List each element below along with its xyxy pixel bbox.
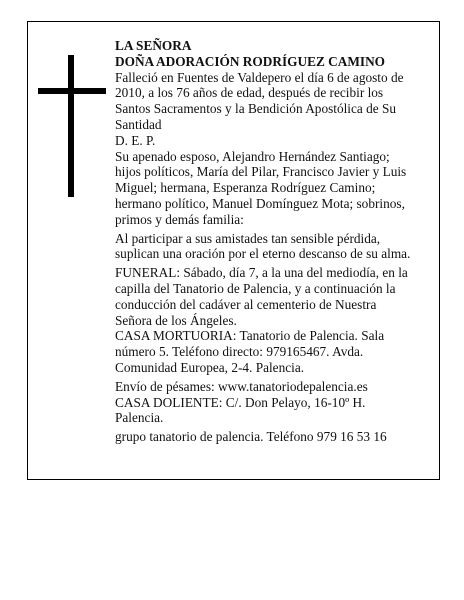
funeral-line: Señora de los Ángeles. (115, 312, 237, 328)
footer-line: grupo tanatorio de palencia. Teléfono 979 16 53 16 (115, 429, 387, 445)
family-line: hijos políticos, María del Pilar, Francisco Javier y Luis (115, 164, 407, 180)
prayer-request-line: suplican una oración por el eterno descanso de su alma. (115, 246, 411, 262)
death-details-line: Santidad (115, 116, 162, 132)
funeral-line: FUNERAL: Sábado, día 7, a la una del mediodía, en la (115, 265, 408, 281)
notice-text (115, 38, 427, 445)
family-line: Miguel; hermana, Esperanza Rodríguez Camino; (115, 180, 376, 196)
dep-line: D. E. P. (115, 132, 156, 148)
deceased-name: DOÑA ADORACIÓN RODRÍGUEZ CAMINO (115, 53, 386, 69)
funeral-line: conducción del cadáver al cementerio de Nuestra (115, 296, 377, 312)
funeral-line: capilla del Tanatorio de Palencia, y a continuación la (115, 280, 396, 296)
cross-horizontal-bar (38, 88, 106, 94)
prayer-request-line: Al participar a sus amistades tan sensible pérdida, (115, 230, 381, 246)
family-line: primos y demás familia: (115, 211, 244, 227)
cross-icon (38, 55, 106, 197)
cross-vertical-bar (68, 55, 74, 197)
family-line: hermano político, Manuel Domínguez Mota; sobrinos, (115, 195, 405, 211)
casa-mortuoria-line: Comunidad Europea, 2-4. Palencia. (115, 359, 305, 375)
casa-mortuoria-line: número 5. Teléfono directo: 979165467. Avda. (115, 344, 364, 360)
death-details-line: Santos Sacramentos y la Bendición Apostólica de Su (115, 101, 397, 117)
death-details-line: Falleció en Fuentes de Valdepero el día 6 de agosto de (115, 69, 404, 85)
condolences-line: Envío de pésames: www.tanatoriodepalencia.es (115, 378, 368, 394)
casa-doliente-line: CASA DOLIENTE: C/. Don Pelayo, 16-10º H. (115, 394, 366, 410)
casa-doliente-line: Palencia. (115, 410, 164, 426)
casa-mortuoria-line: CASA MORTUORIA: Tanatorio de Palencia. Sala (115, 328, 385, 344)
death-details-line: 2010, a los 76 años de edad, después de recibir los (115, 85, 384, 101)
notice-title-line1: LA SEÑORA (115, 38, 192, 53)
family-line: Su apenado esposo, Alejandro Hernández Santiago; (115, 148, 390, 164)
